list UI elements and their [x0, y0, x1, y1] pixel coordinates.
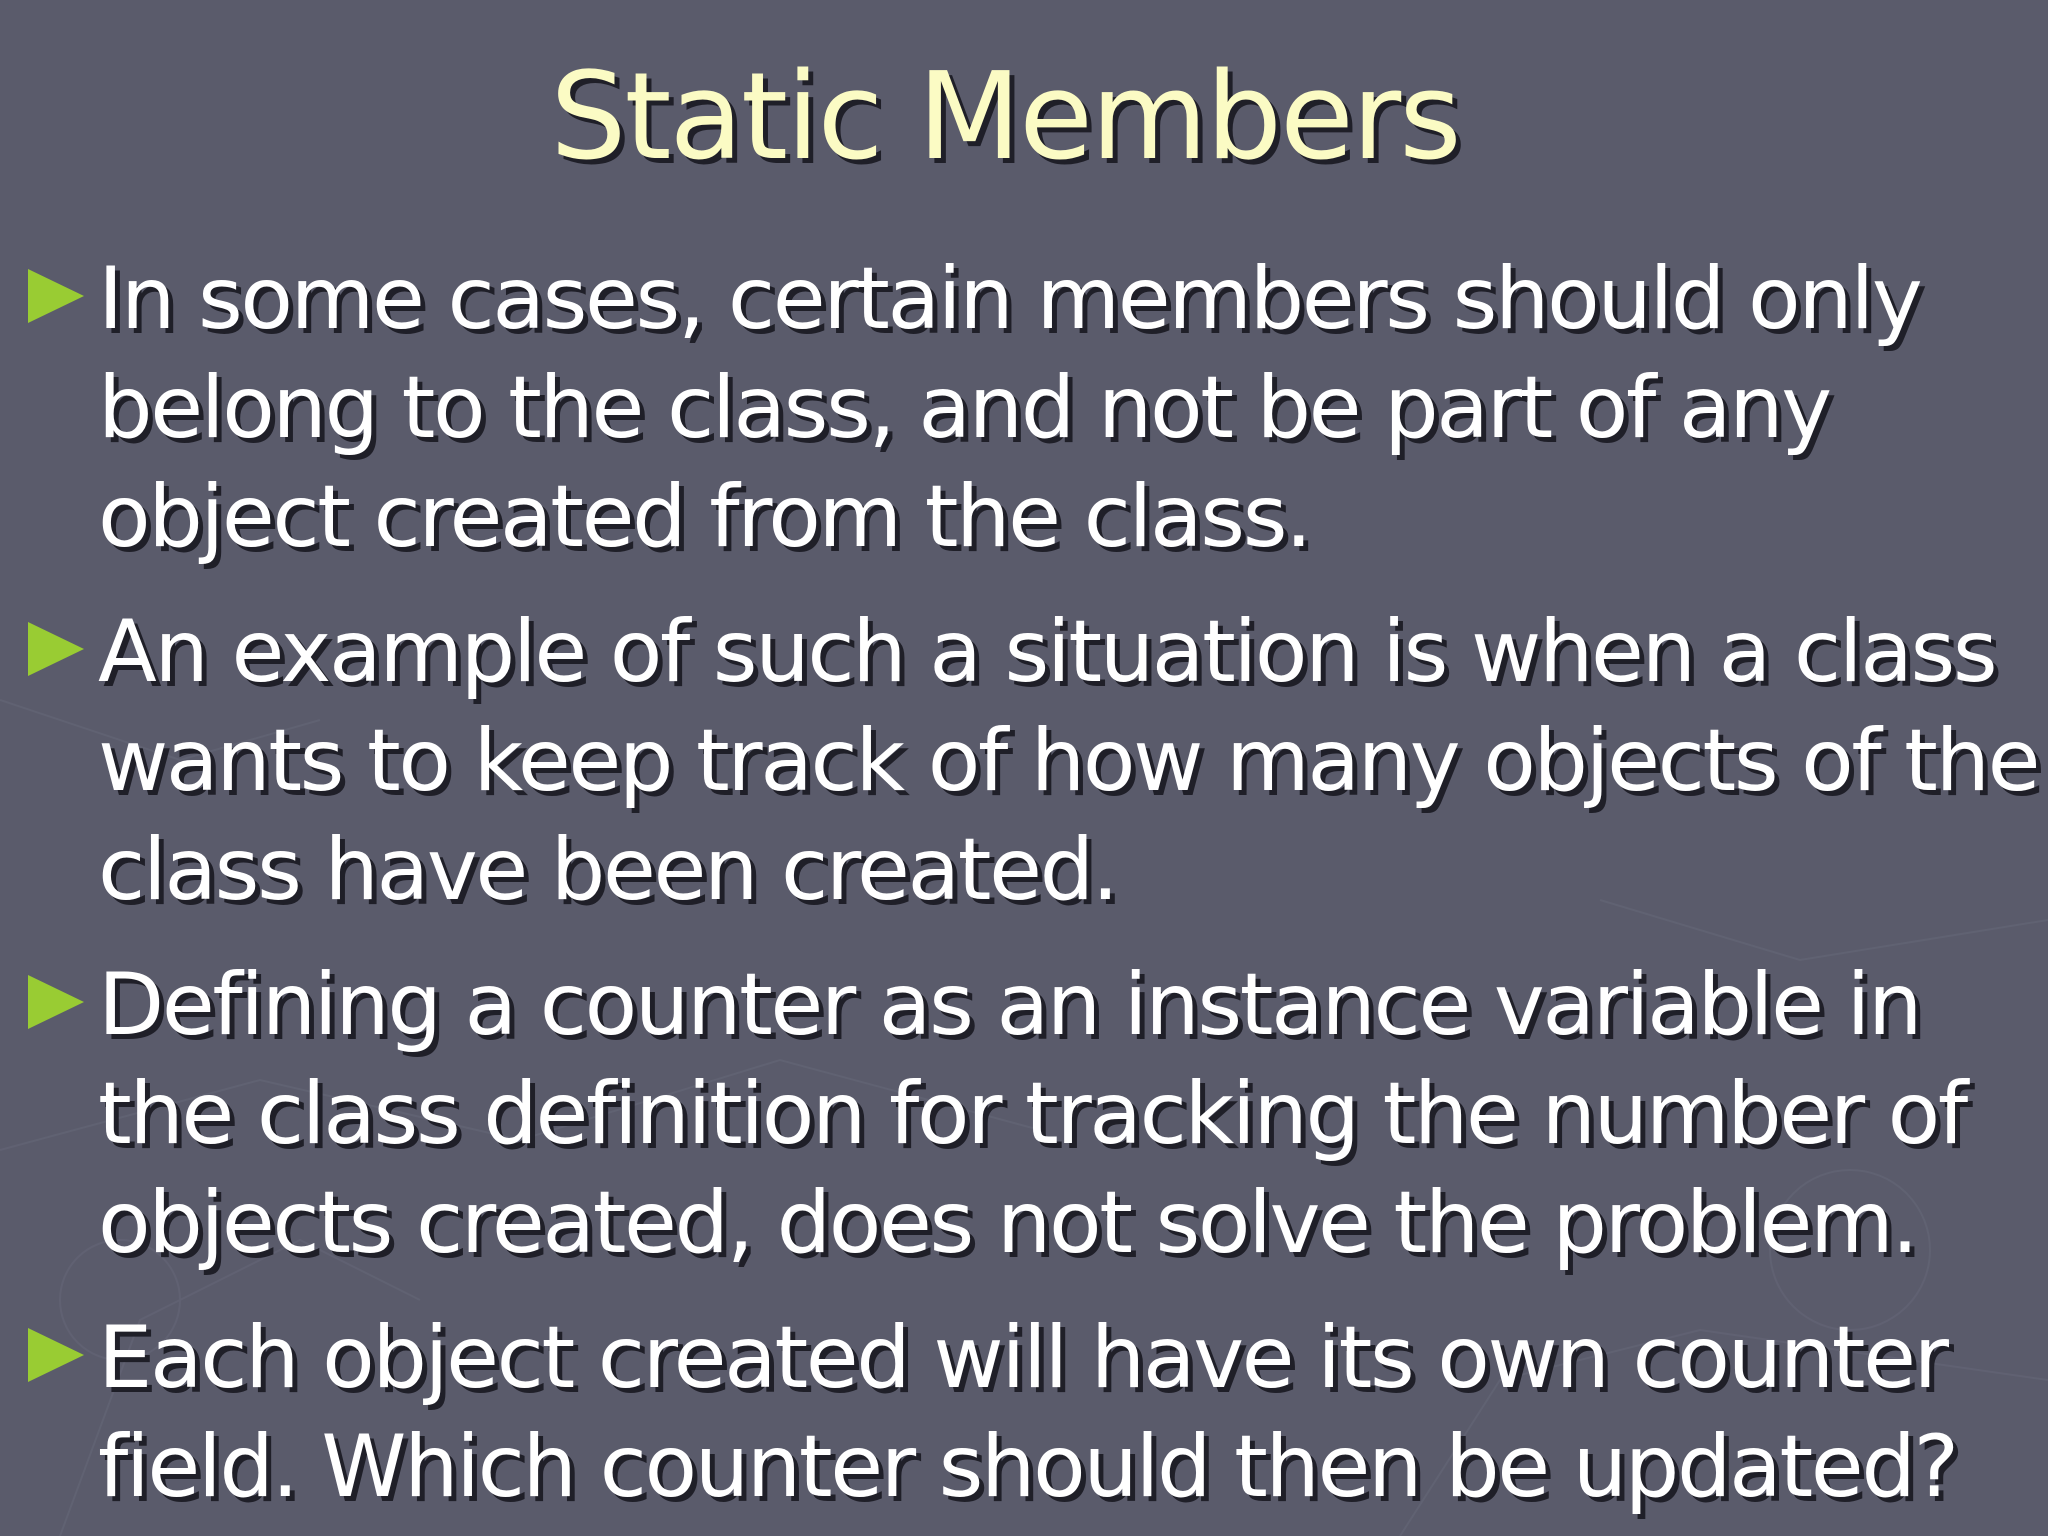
- bullet-line: belong to the class, and not be part of any: [98, 358, 1830, 458]
- bullet-item: [0, 598, 2048, 925]
- bullet-line: objects created, does not solve the problem.: [98, 1173, 1917, 1273]
- bullet-line: Defining a counter as an instance variable in: [98, 955, 1921, 1055]
- bullet-line: An example of such a situation is when a class: [98, 602, 1996, 702]
- triangle-bullet-icon: [28, 1328, 84, 1382]
- bullet-line: the class definition for tracking the number of: [98, 1064, 1966, 1164]
- bullet-item: [0, 245, 2048, 572]
- bullet-item: [0, 951, 2048, 1278]
- bullet-line: object created from the class.: [98, 467, 1311, 567]
- triangle-bullet-icon: [28, 975, 84, 1029]
- bullet-list: [0, 245, 2048, 1536]
- slide-title: Static Members: [550, 48, 1460, 187]
- triangle-bullet-icon: [28, 622, 84, 676]
- bullet-line: class have been created.: [98, 820, 1117, 920]
- bullet-line: wants to keep track of how many objects of the: [98, 711, 2039, 811]
- bullet-line: field. Which counter should then be updated?: [98, 1417, 1957, 1517]
- triangle-bullet-icon: [28, 269, 84, 323]
- bullet-line: Each object created will have its own counter: [98, 1308, 1947, 1408]
- bullet-item: [0, 1304, 2048, 1522]
- bullet-line: In some cases, certain members should only: [98, 249, 1921, 349]
